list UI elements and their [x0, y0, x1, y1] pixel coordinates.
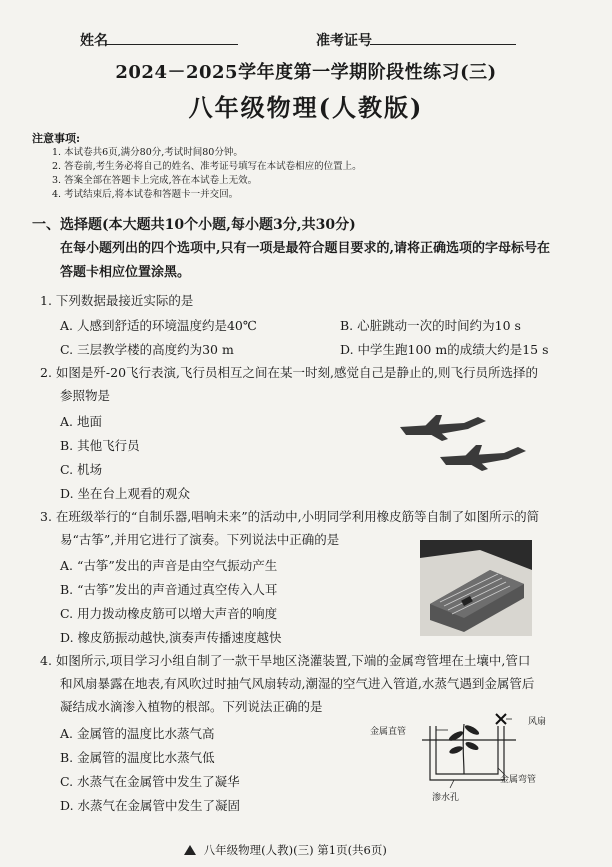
- footer-logo-icon: [184, 845, 196, 855]
- note-item: 3. 答案全部在答题卡上完成,答在本试卷上无效。: [52, 175, 258, 186]
- subject-title: 八年级物理(人教版): [188, 93, 424, 122]
- option: D. 坐在台上观看的观众: [60, 486, 191, 501]
- option: A. 人感到舒适的环境温度约是40℃: [60, 318, 257, 333]
- footer-page-text: 八年级物理(人教)(三) 第1页(共6页): [203, 843, 387, 857]
- note-item: 4. 考试结束后,将本试卷和答题卡一并交回。: [52, 189, 239, 200]
- question-stem: 1. 下列数据最接近实际的是: [40, 293, 194, 308]
- option: C. 三层教学楼的高度约为30 m: [60, 342, 234, 357]
- question-stem: 4. 如图所示,项目学习小组自制了一款干旱地区浇灌装置,下端的金属弯管埋在土壤中,管口: [40, 653, 531, 668]
- irrigation-diagram: [408, 710, 520, 810]
- option: D. 中学生跑100 m的成绩大约是15 s: [340, 342, 549, 357]
- label-fan: 风扇: [528, 717, 547, 727]
- question-stem: 凝结成水滴渗入植物的根部。下列说法正确的是: [60, 699, 323, 714]
- option: C. 水蒸气在金属管中发生了凝华: [60, 774, 240, 789]
- option: A. 地面: [60, 414, 102, 429]
- label-straight-pipe: 金属直管: [370, 727, 407, 737]
- label-seepage-hole: 渗水孔: [432, 793, 460, 803]
- question-stem: 和风扇暴露在地表,有风吹过时抽气风扇转动,潮湿的空气进入管道,水蒸气遇到金属管后: [60, 676, 535, 691]
- option: D. 橡皮筋振动越快,演奏声传播速度越快: [60, 630, 282, 645]
- exam-title: 2024－2025学年度第一学期阶段性练习(三): [115, 62, 497, 83]
- section-instruction: 答题卡相应位置涂黑。: [60, 265, 191, 280]
- question-stem: 2. 如图是歼-20飞行表演,飞行员相互之间在某一时刻,感觉自己是静止的,则飞行员所选择的: [40, 365, 538, 380]
- option: C. 机场: [60, 462, 103, 477]
- option: A. “古筝”发出的声音是由空气振动产生: [60, 558, 278, 573]
- option: D. 水蒸气在金属管中发生了凝固: [60, 798, 241, 813]
- option: C. 用力拨动橡皮筋可以增大声音的响度: [60, 606, 278, 621]
- section-instruction: 在每小题列出的四个选项中,只有一项是最符合题目要求的,请将正确选项的字母标号在: [60, 241, 551, 256]
- name-label: 姓名: [80, 33, 108, 49]
- name-blank: [106, 44, 238, 45]
- label-bent-pipe: 金属弯管: [500, 775, 537, 785]
- exam-id-blank: [370, 44, 516, 45]
- option: B. “古筝”发出的声音通过真空传入人耳: [60, 582, 278, 597]
- option: B. 金属管的温度比水蒸气低: [60, 750, 215, 765]
- option: A. 金属管的温度比水蒸气高: [60, 726, 215, 741]
- question-stem: 易“古筝”,并用它进行了演奏。下列说法中正确的是: [60, 532, 340, 547]
- option: B. 其他飞行员: [60, 438, 140, 453]
- note-item: 2. 答卷前,考生务必将自己的姓名、准考证号填写在本试卷相应的位置上。: [52, 161, 362, 172]
- jet-figure: [394, 405, 534, 485]
- exam-id-label: 准考证号: [316, 33, 372, 49]
- question-stem: 3. 在班级举行的“自制乐器,唱响未来”的活动中,小明同学利用橡皮筋等自制了如图所示的简: [40, 509, 540, 524]
- guzheng-photo: [420, 540, 532, 636]
- question-stem: 参照物是: [60, 388, 111, 403]
- section-heading: 一、选择题(本大题共10个小题,每小题3分,共30分): [32, 217, 356, 233]
- note-item: 1. 本试卷共6页,满分80分,考试时间80分钟。: [52, 147, 243, 158]
- notes-heading: 注意事项:: [32, 132, 81, 145]
- footer: [184, 842, 387, 858]
- option: B. 心脏跳动一次的时间约为10 s: [340, 318, 521, 333]
